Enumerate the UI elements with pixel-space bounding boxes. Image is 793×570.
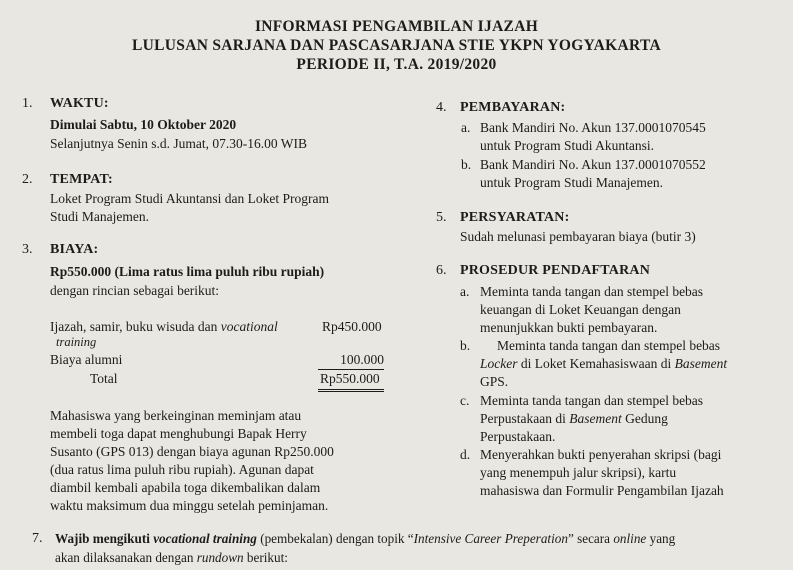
prosedur-b-locker: Locker	[480, 356, 518, 371]
item7-number: 7.	[32, 531, 43, 546]
prosedur-heading: PROSEDUR PENDAFTARAN	[460, 263, 651, 278]
biaya-line-2: dengan rincian sebagai berikut:	[50, 283, 220, 298]
prosedur-c-label: c.	[460, 393, 470, 408]
prosedur-c-line-2-text-end: Gedung	[621, 411, 668, 426]
item7-line-2	[55, 550, 288, 566]
item7-line-2-text: akan dilaksanakan dengan	[55, 550, 197, 565]
prosedur-c-basement: Basement	[569, 411, 622, 426]
item7-text-4: yang	[646, 531, 676, 546]
toga-paragraph-line-6: waktu maksimum dua minggu setelah peminjaman.	[50, 498, 329, 513]
item7-line-2-end: berikut:	[243, 550, 288, 565]
tempat-line-1: Loket Program Studi Akuntansi dan Loket Program	[50, 191, 329, 206]
title-line-3: PERIODE II, T.A. 2019/2020	[296, 56, 497, 73]
pembayaran-heading: PEMBAYARAN:	[460, 100, 566, 115]
fee-total-label: Total	[90, 371, 118, 386]
waktu-number: 1.	[22, 96, 33, 111]
pembayaran-b-line-2: untuk Program Studi Manajemen.	[480, 175, 663, 190]
tempat-number: 2.	[22, 172, 33, 187]
prosedur-a-line-3: menunjukkan bukti pembayaran.	[480, 320, 658, 335]
prosedur-d-line-1: Menyerahkan bukti penyerahan skripsi (bagi	[480, 447, 722, 462]
persyaratan-number: 5.	[436, 210, 447, 225]
fee-item-1-label-cont: training	[56, 335, 97, 349]
subtotal-rule	[318, 369, 384, 370]
prosedur-b-label: b.	[460, 338, 471, 353]
prosedur-b-basement: Basement	[674, 356, 728, 371]
fee-item-1-amount: Rp450.000	[322, 319, 382, 334]
prosedur-b-line-2	[480, 356, 727, 372]
pembayaran-a-label: a.	[461, 120, 471, 135]
item7-vocational-training: vocational training	[153, 531, 257, 546]
prosedur-c-line-2	[480, 411, 668, 427]
prosedur-d-line-3: mahasiswa dan Formulir Pengambilan Ijazah	[480, 483, 724, 498]
prosedur-b-line-2-text: di Loket Kemahasiswaan di	[517, 356, 675, 371]
waktu-heading: WAKTU:	[50, 96, 109, 111]
biaya-number: 3.	[22, 242, 33, 257]
pembayaran-b-label: b.	[461, 157, 472, 172]
fee-total-amount: Rp550.000	[320, 371, 380, 386]
persyaratan-heading: PERSYARATAN:	[460, 210, 570, 225]
fee-item-2-amount: 100.000	[340, 352, 384, 367]
item7-text-3: ” secara	[567, 531, 614, 546]
prosedur-a-line-1: Meminta tanda tangan dan stempel bebas	[480, 284, 704, 299]
pembayaran-a-line-1: Bank Mandiri No. Akun 137.0001070545	[480, 120, 706, 135]
biaya-line-1: Rp550.000 (Lima ratus lima puluh ribu rupiah)	[50, 264, 325, 279]
prosedur-number: 6.	[436, 263, 447, 278]
toga-paragraph-line-1: Mahasiswa yang berkeinginan meminjam atau	[50, 408, 302, 423]
item7-rundown: rundown	[196, 550, 244, 565]
fee-item-2-label: Biaya alumni	[50, 352, 123, 367]
prosedur-c-line-2-text: Perpustakaan di	[480, 411, 570, 426]
prosedur-c-line-1: Meminta tanda tangan dan stempel bebas	[480, 393, 704, 408]
item7-text-2: (pembekalan) dengan topik “	[256, 531, 414, 546]
title-line-1: INFORMASI PENGAMBILAN IJAZAH	[254, 18, 539, 35]
pembayaran-a-line-2: untuk Program Studi Akuntansi.	[480, 138, 655, 153]
pembayaran-b-line-1: Bank Mandiri No. Akun 137.0001070552	[480, 157, 706, 172]
prosedur-c-line-3: Perpustakaan.	[480, 429, 556, 444]
waktu-line-2: Selanjutnya Senin s.d. Jumat, 07.30-16.00 WIB	[50, 136, 307, 151]
prosedur-d-line-2: yang menempuh jalur skripsi), kartu	[480, 465, 677, 480]
fee-item-1-label-italic: vocational	[220, 319, 278, 334]
prosedur-b-line-3: GPS.	[480, 374, 509, 389]
item7-text-1: Wajib mengikuti	[55, 531, 154, 546]
pembayaran-number: 4.	[436, 100, 447, 115]
tempat-heading: TEMPAT:	[50, 172, 113, 187]
tempat-line-2: Studi Manajemen.	[50, 209, 149, 224]
fee-item-1-label: Ijazah, samir, buku wisuda dan	[50, 319, 221, 334]
persyaratan-line-1: Sudah melunasi pembayaran biaya (butir 3)	[460, 229, 696, 244]
prosedur-b-line-1: Meminta tanda tangan dan stempel bebas	[497, 338, 721, 353]
toga-paragraph-line-4: (dua ratus lima puluh ribu rupiah). Agunan dapat	[50, 462, 314, 477]
biaya-heading: BIAYA:	[50, 242, 99, 257]
fee-item-1	[50, 319, 278, 335]
total-rule-2	[318, 391, 384, 392]
waktu-line-1: Dimulai Sabtu, 10 Oktober 2020	[50, 117, 237, 132]
toga-paragraph-line-3: Susanto (GPS 013) dengan biaya agunan Rp250.000	[50, 444, 334, 459]
item7-line-1	[55, 531, 675, 547]
toga-paragraph-line-5: diambil kembali apabila toga dikembalikan dalam	[50, 480, 321, 495]
prosedur-a-line-2: keuangan di Loket Keuangan dengan	[480, 302, 681, 317]
toga-paragraph-line-2: membeli toga dapat menghubungi Bapak Herry	[50, 426, 307, 441]
prosedur-d-label: d.	[460, 447, 471, 462]
total-rule-1	[318, 389, 384, 390]
title-line-2: LULUSAN SARJANA DAN PASCASARJANA STIE YKPN YOGYAKARTA	[132, 37, 661, 54]
item7-online: online	[613, 531, 647, 546]
item7-topic: Intensive Career Preperation	[413, 531, 568, 546]
prosedur-a-label: a.	[460, 284, 470, 299]
